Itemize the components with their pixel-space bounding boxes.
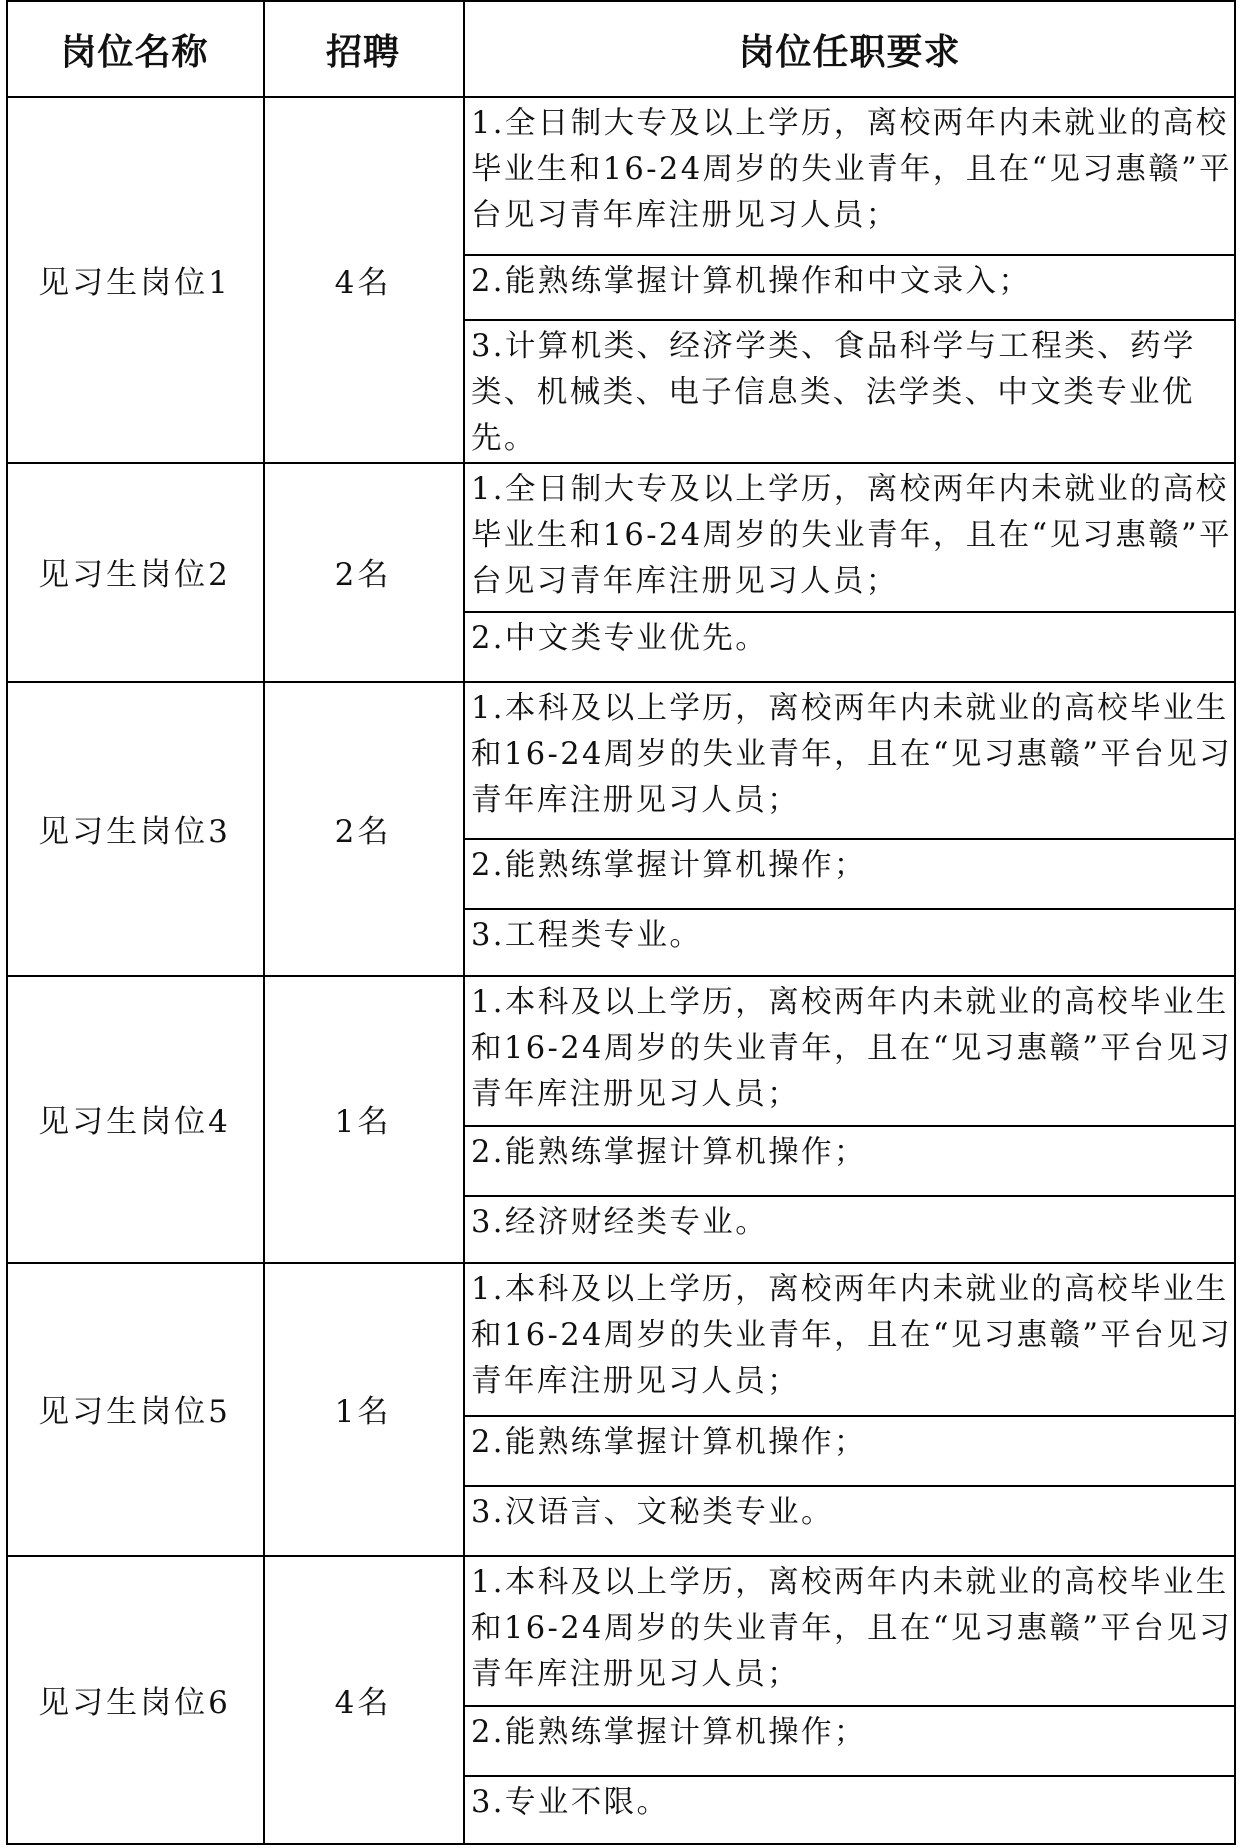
requirement-item: 1.本科及以上学历，离校两年内未就业的高校毕业生和16-24周岁的失业青年，且在“见习惠赣”平台见习青年库注册见习人员； xyxy=(471,985,1233,1112)
requirement-item: 3.汉语言、文秘类专业。 xyxy=(471,1495,834,1530)
table-border-right xyxy=(1234,0,1236,1845)
requirement-item: 3.专业不限。 xyxy=(471,1785,670,1820)
column-divider-count xyxy=(463,0,465,1845)
requirement-item: 2.能熟练掌握计算机操作； xyxy=(471,1135,867,1170)
position-name: 见习生岗位3 xyxy=(38,813,231,850)
header-recruit-count: 招聘 xyxy=(325,31,400,73)
position-name: 见习生岗位5 xyxy=(38,1394,231,1430)
requirement-item: 1.本科及以上学历，离校两年内未就业的高校毕业生和16-24周岁的失业青年，且在“见习惠赣”平台见习青年库注册见习人员； xyxy=(471,1565,1233,1692)
recruit-count: 1名 xyxy=(334,1104,392,1140)
header-position-name: 岗位名称 xyxy=(60,31,209,73)
requirement-item: 1.全日制大专及以上学历，离校两年内未就业的高校毕业生和16-24周岁的失业青年，且在“见习惠赣”平台见习青年库注册见习人员； xyxy=(471,472,1233,599)
requirement-item: 2.能熟练掌握计算机操作； xyxy=(471,1425,867,1460)
requirement-item: 2.能熟练掌握计算机操作； xyxy=(471,1715,867,1750)
recruit-count: 1名 xyxy=(334,1394,392,1430)
requirement-item: 2.能熟练掌握计算机操作； xyxy=(471,848,867,883)
requirement-item: 3.工程类专业。 xyxy=(471,918,703,953)
position-name: 见习生岗位2 xyxy=(38,557,231,593)
requirement-item: 2.能熟练掌握计算机操作和中文录入； xyxy=(471,264,1032,299)
recruit-count: 2名 xyxy=(334,813,392,850)
recruit-count: 4名 xyxy=(334,1685,392,1721)
position-name: 见习生岗位1 xyxy=(38,264,231,301)
requirement-item: 3.经济财经类专业。 xyxy=(471,1205,769,1240)
requirement-item: 2.中文类专业优先。 xyxy=(471,621,769,656)
position-name: 见习生岗位6 xyxy=(38,1685,231,1721)
requirement-item: 1.本科及以上学历，离校两年内未就业的高校毕业生和16-24周岁的失业青年，且在“见习惠赣”平台见习青年库注册见习人员； xyxy=(471,691,1233,818)
requirement-item: 3.计算机类、经济学类、食品科学与工程类、药学类、机械类、电子信息类、法学类、中文类专业优先。 xyxy=(471,329,1196,456)
position-name: 见习生岗位4 xyxy=(38,1104,231,1140)
requirement-item: 1.全日制大专及以上学历，离校两年内未就业的高校毕业生和16-24周岁的失业青年，且在“见习惠赣”平台见习青年库注册见习人员； xyxy=(471,106,1233,233)
header-requirements: 岗位任职要求 xyxy=(738,31,961,73)
recruit-count: 4名 xyxy=(334,264,392,301)
requirement-item: 1.本科及以上学历，离校两年内未就业的高校毕业生和16-24周岁的失业青年，且在“见习惠赣”平台见习青年库注册见习人员； xyxy=(471,1272,1233,1399)
recruit-count: 2名 xyxy=(334,557,392,593)
